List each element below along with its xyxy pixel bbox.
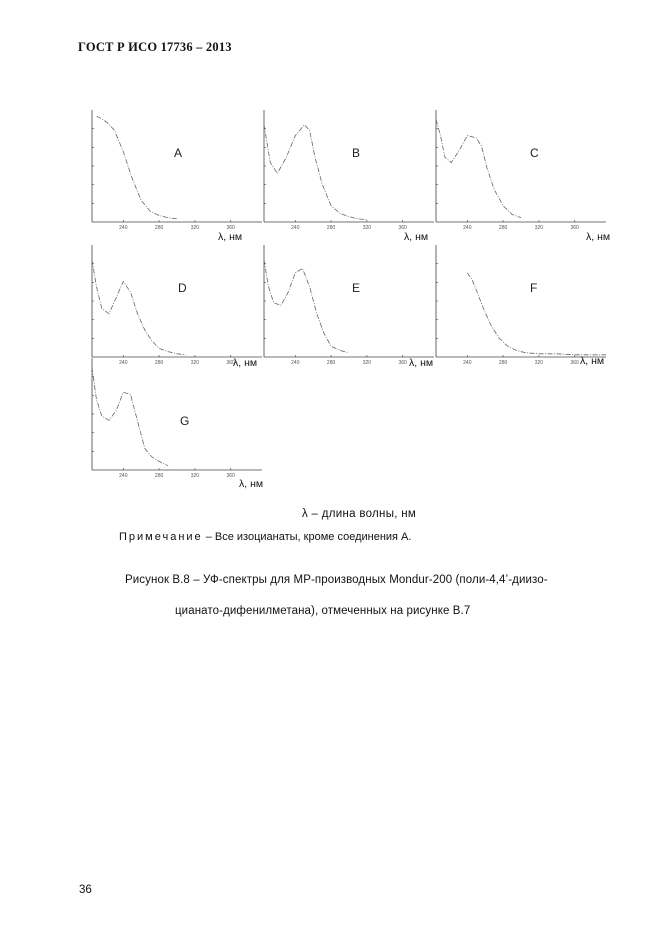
spectrum-panel-b: [264, 110, 436, 243]
x-tick-label: 240: [463, 225, 472, 231]
x-axis-unit: λ, нм: [409, 357, 434, 369]
x-axis-unit: λ, нм: [239, 478, 264, 490]
spectrum-line: [97, 116, 178, 219]
panel-label: B: [352, 146, 361, 160]
document-header: ГОСТ Р ИСО 17736 – 2013: [78, 40, 232, 54]
x-tick-label: 240: [119, 473, 128, 479]
x-tick-label: 320: [362, 360, 372, 366]
x-tick-label: 320: [190, 225, 200, 231]
note-text: – Все изоцианаты, кроме соединения А.: [202, 531, 412, 543]
x-axis-unit: λ, нм: [404, 231, 429, 243]
spectrum-chart: [264, 245, 434, 366]
spectrum-chart: [92, 110, 262, 231]
x-tick-label: 240: [119, 360, 128, 366]
spectrum-line: [92, 367, 168, 465]
x-tick-label: 360: [226, 225, 235, 231]
panel-label: F: [530, 281, 538, 295]
x-tick-label: 360: [570, 360, 579, 366]
x-tick-label: 280: [498, 225, 508, 231]
x-tick-label: 240: [291, 360, 300, 366]
spectrum-panel-e: [264, 245, 436, 378]
x-tick-label: 320: [190, 473, 200, 479]
spectrum-panel-c: [436, 110, 611, 243]
panel-label: E: [352, 281, 361, 295]
page-number: 36: [79, 884, 92, 896]
spectrum-line: [264, 125, 367, 220]
x-tick-label: 360: [226, 473, 235, 479]
x-axis-unit: λ, нм: [580, 355, 605, 367]
spectrum-line: [264, 260, 349, 353]
x-tick-label: 240: [119, 225, 128, 231]
spectrum-panel-a: [92, 110, 264, 243]
x-axis-unit: λ, нм: [586, 231, 611, 243]
x-tick-label: 280: [154, 225, 164, 231]
spectrum-chart: [92, 358, 262, 479]
note: [119, 531, 411, 543]
panel-label: A: [174, 146, 183, 160]
panel-label: D: [178, 281, 187, 295]
spectrum-chart: [92, 245, 262, 366]
x-tick-label: 280: [326, 360, 336, 366]
x-tick-label: 320: [534, 360, 544, 366]
spectrum-panel-f: [436, 245, 608, 378]
x-tick-label: 320: [190, 360, 200, 366]
spectrum-chart: [264, 110, 434, 231]
x-tick-label: 240: [291, 225, 300, 231]
figure-caption-line-2: цианато-дифенилметана), отмеченных на рисунке В.7: [175, 605, 471, 617]
x-tick-label: 280: [326, 225, 336, 231]
x-tick-label: 360: [226, 360, 235, 366]
x-tick-label: 360: [398, 225, 407, 231]
x-tick-label: 320: [534, 225, 544, 231]
x-tick-label: 360: [570, 225, 579, 231]
spectrum-chart: [436, 245, 606, 366]
x-tick-label: 360: [398, 360, 407, 366]
spectrum-line: [92, 260, 186, 355]
x-axis-unit: λ, нм: [218, 231, 243, 243]
panel-label: C: [530, 146, 539, 160]
spectrum-chart: [436, 110, 606, 231]
x-tick-label: 280: [154, 473, 164, 479]
figure-caption-line-1: Рисунок В.8 – УФ-спектры для МР-производных Mondur-200 (поли-4,4’-диизо-: [125, 574, 548, 586]
x-axis-unit: λ, нм: [233, 357, 258, 369]
spectrum-line: [436, 119, 521, 217]
x-tick-label: 240: [463, 360, 472, 366]
axis-legend: λ – длина волны, нм: [302, 508, 417, 520]
x-tick-label: 320: [362, 225, 372, 231]
x-tick-label: 280: [154, 360, 164, 366]
spectrum-panel-g: [92, 358, 264, 491]
panel-label: G: [180, 414, 190, 428]
x-tick-label: 280: [498, 360, 508, 366]
note-lead: Примечание: [119, 531, 203, 543]
